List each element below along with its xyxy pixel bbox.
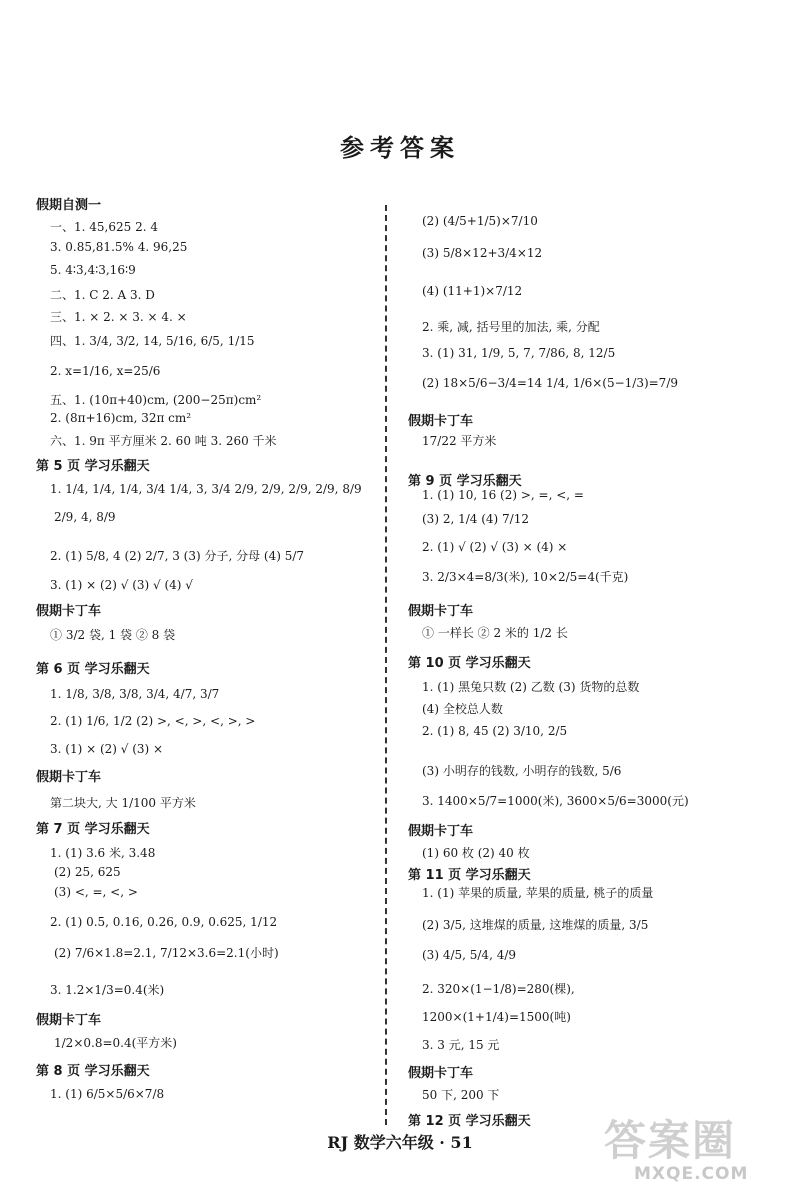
right-section-heading: 第 12 页 学习乐翻天 — [408, 1114, 531, 1129]
right-answer-line: ① 一样长 ② 2 米的 1/2 长 — [422, 626, 568, 640]
right-answer-line: 50 下, 200 下 — [422, 1088, 500, 1102]
left-section-heading: 第 8 页 学习乐翻天 — [36, 1064, 150, 1079]
watermark-text: 答案圈 — [604, 1116, 737, 1165]
right-answer-line: 2. 320×(1−1/8)=280(棵), — [422, 982, 575, 996]
right-answer-line: 2. (1) √ (2) √ (3) × (4) × — [422, 540, 568, 554]
left-answer-line: 2. (8π+16)cm, 32π cm² — [50, 411, 192, 425]
left-answer-line: 1. 1/8, 3/8, 3/8, 3/4, 4/7, 3/7 — [50, 687, 220, 701]
right-answer-line: (4) 全校总人数 — [422, 702, 503, 716]
left-answer-line: 3. 1.2×1/3=0.4(米) — [50, 983, 165, 997]
left-answer-line: (2) 25, 625 — [54, 865, 121, 879]
left-section-heading: 假期卡丁车 — [36, 770, 102, 785]
right-answer-line: 17/22 平方米 — [422, 434, 497, 448]
right-answer-line: (3) 小明存的钱数, 小明存的钱数, 5/6 — [422, 764, 622, 778]
left-section-heading: 第 7 页 学习乐翻天 — [36, 822, 150, 837]
right-answer-line: (3) 4/5, 5/4, 4/9 — [422, 948, 517, 962]
left-answer-line: 5. 4∶3,4∶3,16∶9 — [50, 263, 136, 277]
right-answer-line: 3. (1) 31, 1/9, 5, 7, 7/86, 8, 12/5 — [422, 346, 616, 360]
right-section-heading: 假期卡丁车 — [408, 1066, 474, 1081]
right-answer-line: (2) 18×5/6−3/4=14 1/4, 1/6×(5−1/3)=7/9 — [422, 376, 678, 390]
left-answer-line: 二、1. C 2. A 3. D — [50, 288, 155, 302]
left-answer-line: 3. (1) × (2) √ (3) × — [50, 742, 164, 756]
page-title: 参考答案 — [340, 133, 460, 162]
left-section-heading: 第 6 页 学习乐翻天 — [36, 662, 150, 677]
right-answer-line: 1. (1) 苹果的质量, 苹果的质量, 桃子的质量 — [422, 886, 654, 900]
right-answer-line: (3) 5/8×12+3/4×12 — [422, 246, 543, 260]
right-answer-line: 3. 2/3×4=8/3(米), 10×2/5=4(千克) — [422, 570, 629, 584]
right-answer-line: 2. 乘, 减, 括号里的加法, 乘, 分配 — [422, 320, 600, 334]
left-answer-line: 三、1. × 2. × 3. × 4. × — [50, 310, 187, 324]
left-answer-line: 第二块大, 大 1/100 平方米 — [50, 796, 196, 810]
left-section-heading: 假期卡丁车 — [36, 604, 102, 619]
left-answer-line: 1. (1) 3.6 米, 3.48 — [50, 846, 156, 860]
watermark-url: MXQE.COM — [634, 1164, 749, 1184]
left-answer-line: (2) 7/6×1.8=2.1, 7/12×3.6=2.1(小时) — [54, 946, 279, 960]
left-answer-line: 四、1. 3/4, 3/2, 14, 5/16, 6/5, 1/15 — [50, 334, 255, 348]
left-answer-line: 1/2×0.8=0.4(平方米) — [54, 1036, 177, 1050]
watermark-logo — [596, 1108, 786, 1188]
left-answer-line: 2. (1) 0.5, 0.16, 0.26, 0.9, 0.625, 1/12 — [50, 915, 278, 929]
right-answer-line: (2) 3/5, 这堆煤的质量, 这堆煤的质量, 3/5 — [422, 918, 649, 932]
left-answer-line: 五、1. (10π+40)cm, (200−25π)cm² — [50, 393, 262, 407]
left-answer-line: 2. (1) 5/8, 4 (2) 2/7, 3 (3) 分子, 分母 (4) 5/7 — [50, 549, 305, 563]
right-answer-line: 1. (1) 10, 16 (2) >, =, <, = — [422, 488, 584, 502]
left-answer-line: 3. (1) × (2) √ (3) √ (4) √ — [50, 578, 193, 592]
right-answer-line: (3) 2, 1/4 (4) 7/12 — [422, 512, 529, 526]
left-section-heading: 假期自测一 — [36, 198, 102, 213]
left-answer-line: 2. (1) 1/6, 1/2 (2) >, <, >, <, >, > — [50, 714, 256, 728]
left-answer-line: 2/9, 4, 8/9 — [54, 510, 116, 524]
left-answer-line: 3. 0.85,81.5% 4. 96,25 — [50, 240, 188, 254]
column-divider — [385, 205, 387, 1125]
right-section-heading: 假期卡丁车 — [408, 604, 474, 619]
right-answer-line: 3. 1400×5/7=1000(米), 3600×5/6=3000(元) — [422, 794, 689, 808]
right-section-heading: 假期卡丁车 — [408, 824, 474, 839]
left-section-heading: 第 5 页 学习乐翻天 — [36, 459, 150, 474]
right-answer-line: 1200×(1+1/4)=1500(吨) — [422, 1010, 571, 1024]
left-answer-line: 1. 1/4, 1/4, 1/4, 3/4 1/4, 3, 3/4 2/9, 2/9, 2/9, 2/9, 8/9 — [50, 482, 362, 496]
right-answer-line: 1. (1) 黑兔只数 (2) 乙数 (3) 货物的总数 — [422, 680, 640, 694]
left-answer-line: ① 3/2 袋, 1 袋 ② 8 袋 — [50, 628, 176, 642]
left-answer-line: 2. x=1/16, x=25/6 — [50, 364, 161, 378]
left-section-heading: 假期卡丁车 — [36, 1013, 102, 1028]
left-answer-line: 一、1. 45,625 2. 4 — [50, 220, 158, 234]
right-section-heading: 第 9 页 学习乐翻天 — [408, 474, 522, 489]
right-section-heading: 第 11 页 学习乐翻天 — [408, 868, 531, 883]
right-answer-line: (1) 60 枚 (2) 40 枚 — [422, 846, 530, 860]
right-section-heading: 第 10 页 学习乐翻天 — [408, 656, 531, 671]
left-answer-line: 1. (1) 6/5×5/6×7/8 — [50, 1087, 165, 1101]
right-answer-line: 2. (1) 8, 45 (2) 3/10, 2/5 — [422, 724, 568, 738]
right-answer-line: 3. 3 元, 15 元 — [422, 1038, 500, 1052]
left-answer-line: 六、1. 9π 平方厘米 2. 60 吨 3. 260 千米 — [50, 434, 277, 448]
right-answer-line: (4) (11+1)×7/12 — [422, 284, 523, 298]
right-section-heading: 假期卡丁车 — [408, 414, 474, 429]
page-footer: RJ 数学六年级 · 51 — [327, 1133, 473, 1152]
left-answer-line: (3) <, =, <, > — [54, 885, 138, 899]
right-answer-line: (2) (4/5+1/5)×7/10 — [422, 214, 538, 228]
